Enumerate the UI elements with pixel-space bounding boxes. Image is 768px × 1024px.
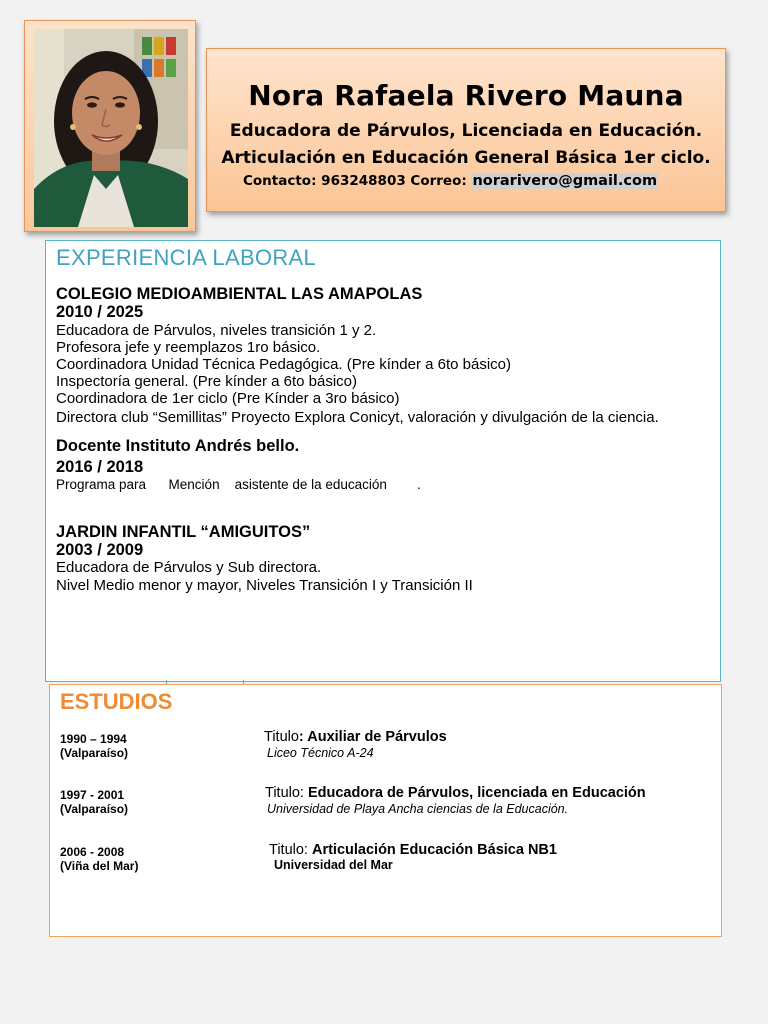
study-place: (Valparaíso) <box>60 746 129 760</box>
contact-line <box>243 173 658 189</box>
job-duty: Coordinadora de 1er ciclo (Pre Kínder a 3ro básico) <box>56 390 400 407</box>
job-duty: Coordinadora Unidad Técnica Pedagógica. (Pre kínder a 6to básico) <box>56 356 511 373</box>
study-place: (Viña del Mar) <box>60 859 139 873</box>
job-years: 2003 / 2009 <box>56 541 144 559</box>
profile-photo-frame <box>24 20 196 232</box>
job-duty: Profesora jefe y reemplazos 1ro básico. <box>56 339 321 356</box>
job-duty: Educadora de Párvulos, niveles transición 1 y 2. <box>56 322 377 339</box>
profession-line: Educadora de Párvulos, Licenciada en Educación. <box>229 121 703 141</box>
job-duty: Programa para Mención asistente de la educación . <box>56 477 421 492</box>
studies-section <box>49 684 722 937</box>
study-place: (Valparaíso) <box>60 802 129 816</box>
person-name: Nora Rafaela Rivero Mauna <box>248 79 684 112</box>
job-employer: JARDIN INFANTIL “AMIGUITOS” <box>56 523 311 541</box>
study-institution: Liceo Técnico A-24 <box>267 746 374 760</box>
email-link[interactable]: norarivero@gmail.com <box>472 173 658 189</box>
studies-heading: ESTUDIOS <box>60 689 173 714</box>
specialization-line: Articulación en Educación General Básica 1er ciclo. <box>221 148 711 168</box>
job-years: 2016 / 2018 <box>56 458 144 476</box>
job-employer: COLEGIO MEDIOAMBIENTAL LAS AMAPOLAS <box>56 285 423 303</box>
profile-photo <box>34 29 188 227</box>
study-institution: Universidad de Playa Ancha ciencias de la Educación. <box>267 802 569 816</box>
study-institution: Universidad del Mar <box>274 858 393 872</box>
job-years: 2010 / 2025 <box>56 303 144 321</box>
contact-text: Contacto: 963248803 Correo: <box>243 173 472 189</box>
experience-section <box>45 240 721 682</box>
job-duty: Directora club “Semillitas” Proyecto Explora Conicyt, valoración y divulgación de la ciencia. <box>56 409 659 426</box>
experience-heading: EXPERIENCIA LABORAL <box>56 245 317 270</box>
job-duty: Educadora de Párvulos y Sub directora. <box>56 559 322 576</box>
header-box <box>206 48 726 212</box>
job-duty: Inspectoría general. (Pre kínder a 6to básico) <box>56 373 357 390</box>
study-dates: 1990 – 1994 <box>60 732 127 746</box>
study-dates: 2006 - 2008 <box>60 845 125 859</box>
study-title: Titulo: Educadora de Párvulos, licenciada en Educación <box>265 785 646 801</box>
study-title: Titulo: Auxiliar de Párvulos <box>264 729 447 745</box>
study-dates: 1997 - 2001 <box>60 788 125 802</box>
job-duty: Nivel Medio menor y mayor, Niveles Transición I y Transición II <box>56 577 473 594</box>
job-employer: Docente Instituto Andrés bello. <box>56 437 300 455</box>
study-title: Titulo: Articulación Educación Básica NB1 <box>269 842 557 858</box>
